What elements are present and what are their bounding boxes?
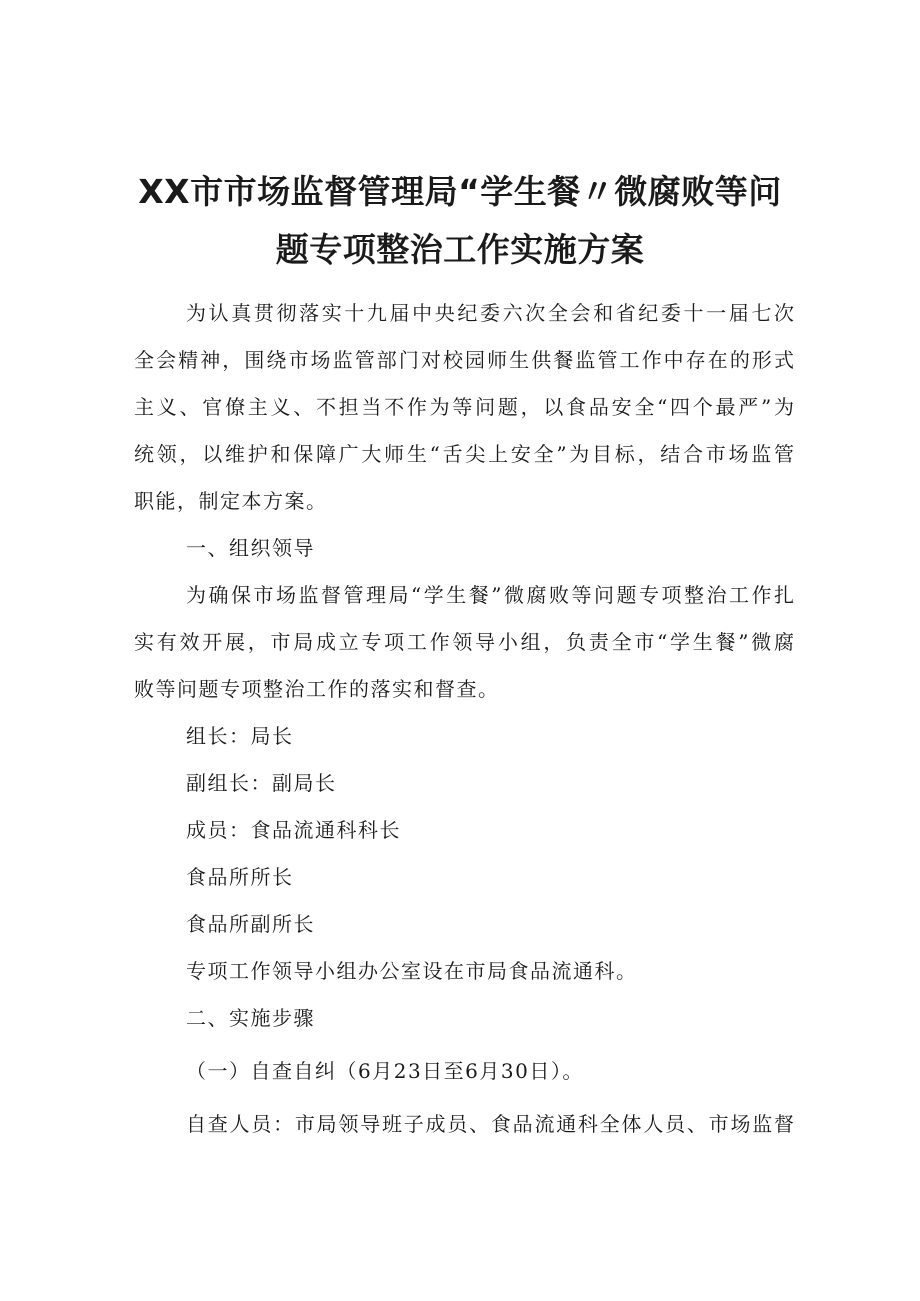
group-leader-line: 组长：局长 bbox=[186, 724, 294, 748]
intro-paragraph-line: 全会精神，围绕市场监管部门对校园师生供餐监管工作中存在的形式 bbox=[134, 348, 794, 372]
self-check-paragraph-line: 自查人员：市局领导班子成员、食品流通科全体人员、市场监督 bbox=[186, 1112, 794, 1136]
intro-paragraph-line: 职能，制定本方案。 bbox=[134, 489, 328, 513]
member-line: 食品所所长 bbox=[186, 865, 294, 889]
deputy-leader-line: 副组长：副局长 bbox=[186, 771, 337, 795]
organization-paragraph-line: 实有效开展，市局成立专项工作领导小组，负责全市“学生餐”微腐 bbox=[134, 630, 794, 654]
intro-paragraph-line: 统领，以维护和保障广大师生“舌尖上安全”为目标，结合市场监管 bbox=[134, 442, 794, 466]
members-line: 成员：食品流通科科长 bbox=[186, 818, 401, 842]
member-line: 食品所副所长 bbox=[186, 912, 315, 936]
organization-paragraph-line: 为确保市场监督管理局“学生餐”微腐败等问题专项整治工作扎 bbox=[186, 583, 794, 607]
subsection-heading-self-check: （一）自查自纠（6月23日至6月30日）。 bbox=[186, 1059, 584, 1083]
intro-paragraph-line: 主义、官僚主义、不担当不作为等问题，以食品安全“四个最严”为 bbox=[134, 395, 794, 419]
document-title-line-2: 题专项整治工作实施方案 bbox=[275, 230, 645, 269]
section-heading-steps: 二、实施步骤 bbox=[186, 1006, 315, 1030]
office-line: 专项工作领导小组办公室设在市局食品流通科。 bbox=[186, 959, 638, 983]
document-title-line-1: XX市市场监督管理局“学生餐〃微腐败等问 bbox=[138, 172, 782, 211]
intro-paragraph-line: 为认真贯彻落实十九届中央纪委六次全会和省纪委十一届七次 bbox=[186, 301, 794, 325]
section-heading-organization: 一、组织领导 bbox=[186, 536, 315, 560]
organization-paragraph-line: 败等问题专项整治工作的落实和督查。 bbox=[134, 677, 500, 701]
